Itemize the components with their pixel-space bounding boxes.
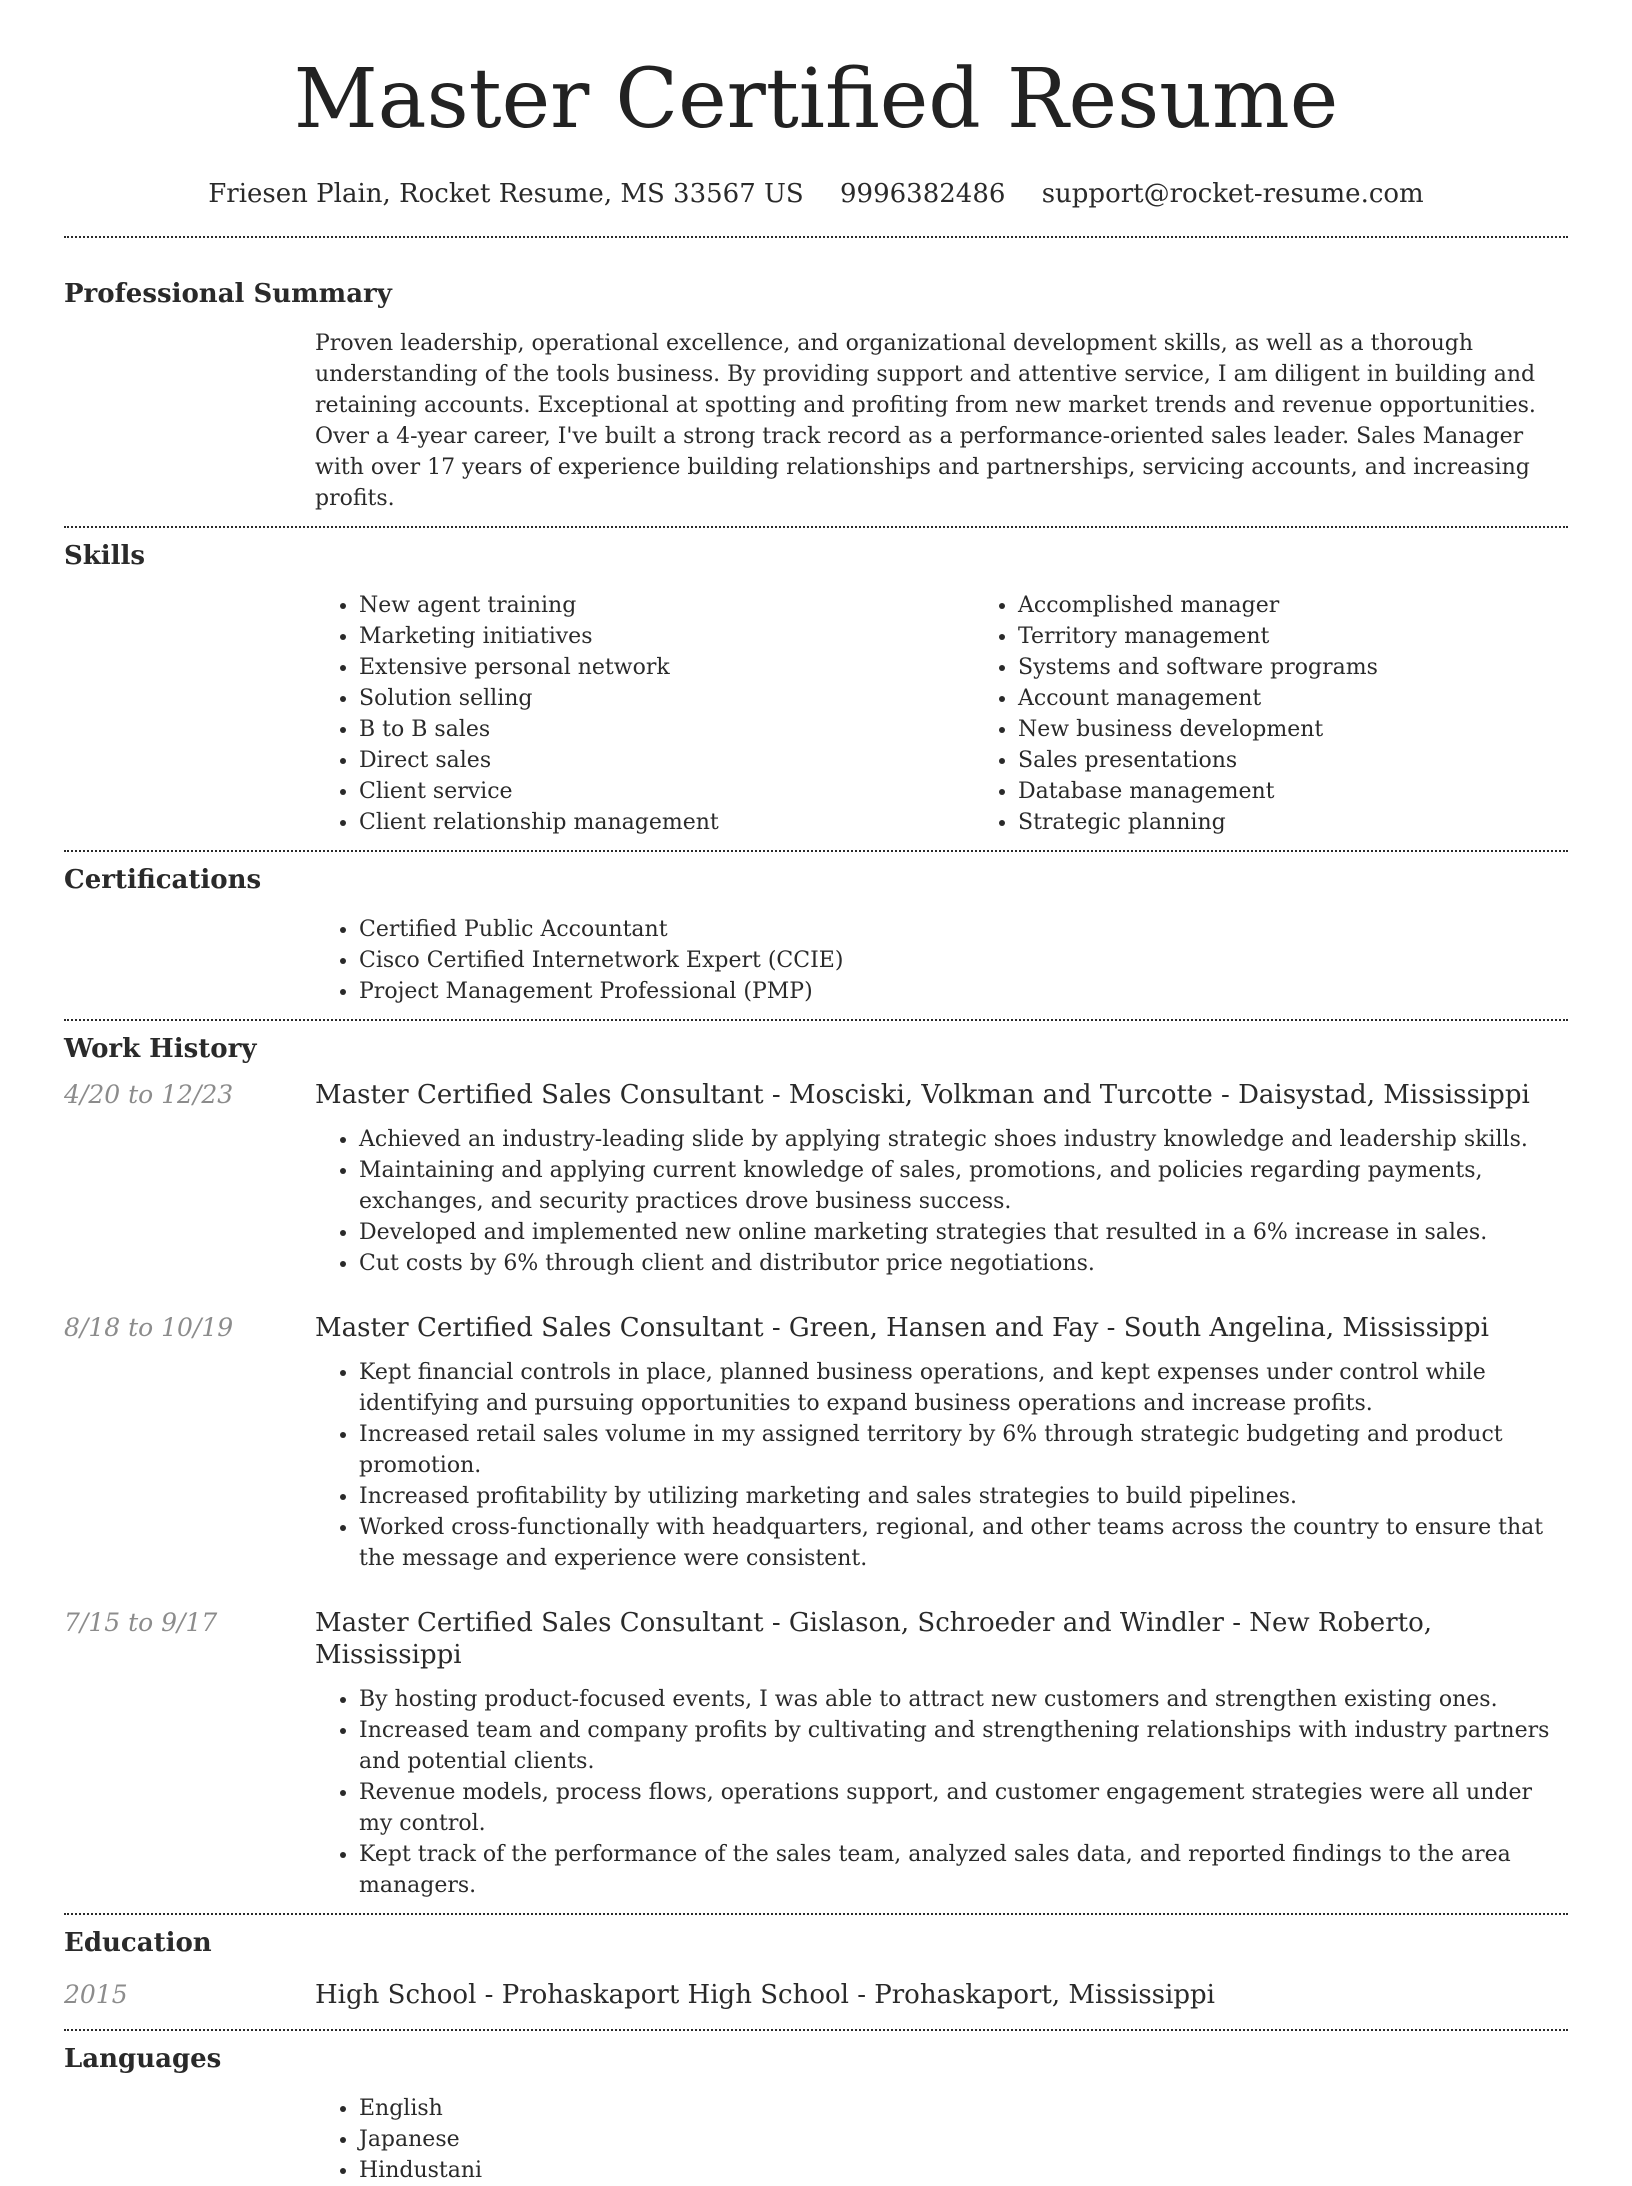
certifications-title: Certifications: [64, 865, 262, 895]
languages-list: [315, 2093, 1568, 2186]
job-bullets: [315, 1684, 1568, 1901]
skill-item: • Client service: [359, 776, 974, 807]
job-bullet: • Developed and implemented new online marketing strategies that resulted in a 6% increase in sales.: [359, 1217, 1568, 1248]
skill-item: • Solution selling: [359, 683, 974, 714]
skill-item: • New agent training: [359, 590, 974, 621]
skill-item: • Sales presentations: [1018, 745, 1632, 776]
job-title: Master Certified Sales Consultant - Green, Hansen and Fay - South Angelina, Mississippi: [315, 1313, 1489, 1343]
job-bullet: • Cut costs by 6% through client and distributor price negotiations.: [359, 1248, 1568, 1279]
skill-item: • B to B sales: [359, 714, 974, 745]
job-bullet: • By hosting product-focused events, I was able to attract new customers and strengthen existing ones.: [359, 1684, 1568, 1715]
job-bullet: • Worked cross-functionally with headquarters, regional, and other teams across the country to ensure that the message and experience were consistent.: [359, 1512, 1568, 1574]
job-bullet: • Kept track of the performance of the sales team, analyzed sales data, and reported findings to the area managers.: [359, 1839, 1568, 1901]
resume-name: Master Certified Resume: [293, 52, 1339, 147]
certification-item: • Cisco Certified Internetwork Expert (CCIE): [359, 945, 1568, 976]
job-bullets: [315, 1124, 1568, 1279]
contact-line: [64, 178, 1568, 210]
job-bullet: • Increased team and company profits by cultivating and strengthening relationships with industry partners and potential clients.: [359, 1715, 1568, 1777]
certification-item: • Project Management Professional (PMP): [359, 976, 1568, 1007]
certification-item: • Certified Public Accountant: [359, 914, 1568, 945]
contact-phone: 9996382486: [840, 179, 1006, 209]
skills-list-left: [315, 590, 974, 838]
summary-text: Proven leadership, operational excellence, and organizational development skills, as well as a thorough understanding of the tools business. By providing support and attentive service, I am diligent in building and retaining accounts. Exceptional at spotting and profiting from new market trends and revenue opportunities. Over a 4-year career, I've built a strong track record as a performance-oriented sales leader. Sales Manager with over 17 years of experience building relationships and partnerships, servicing accounts, and increasing profits.: [315, 331, 1536, 511]
job-entry: [64, 1312, 1568, 1574]
certifications-list: [315, 914, 1568, 1007]
job-bullet: • Kept financial controls in place, planned business operations, and kept expenses under control while identifying and pursuing opportunities to expand business operations and increase profits.: [359, 1357, 1568, 1419]
skill-item: • Marketing initiatives: [359, 621, 974, 652]
summary-section: [64, 238, 1568, 514]
skill-item: • Accomplished manager: [1018, 590, 1632, 621]
language-item: • Japanese: [359, 2124, 1568, 2155]
contact-email: support@rocket-resume.com: [1041, 179, 1424, 209]
skill-item: • Database management: [1018, 776, 1632, 807]
job-bullet: • Increased profitability by utilizing marketing and sales strategies to build pipelines.: [359, 1481, 1568, 1512]
language-item: • English: [359, 2093, 1568, 2124]
job-date: 7/15 to 9/17: [64, 1608, 218, 1637]
education-section: [64, 1915, 1568, 2011]
language-item: • Hindustani: [359, 2155, 1568, 2186]
summary-title: Professional Summary: [64, 279, 392, 309]
work-title: Work History: [64, 1034, 257, 1064]
skill-item: • Extensive personal network: [359, 652, 974, 683]
job-title: Master Certified Sales Consultant - Mosciski, Volkman and Turcotte - Daisystad, Mississippi: [315, 1080, 1530, 1110]
skills-title: Skills: [64, 541, 146, 571]
job-entry: [64, 1079, 1568, 1279]
languages-title: Languages: [64, 2044, 222, 2074]
contact-address: Friesen Plain, Rocket Resume, MS 33567 US: [208, 179, 804, 209]
skill-item: • Client relationship management: [359, 807, 974, 838]
skill-item: • Account management: [1018, 683, 1632, 714]
skill-item: • Strategic planning: [1018, 807, 1632, 838]
job-bullet: • Maintaining and applying current knowledge of sales, promotions, and policies regarding payments, exchanges, and security practices drove business success.: [359, 1155, 1568, 1217]
job-bullet: • Increased retail sales volume in my assigned territory by 6% through strategic budgeting and product promotion.: [359, 1419, 1568, 1481]
skills-list-right: [974, 590, 1632, 838]
education-entry: High School - Prohaskaport High School - Prohaskaport, Mississippi: [315, 1980, 1215, 2010]
languages-section: [64, 2031, 1568, 2186]
skill-item: • Territory management: [1018, 621, 1632, 652]
skills-section: [64, 528, 1568, 838]
job-bullet: • Revenue models, process flows, operations support, and customer engagement strategies were all under my control.: [359, 1777, 1568, 1839]
work-section: [64, 1021, 1568, 1901]
job-date: 4/20 to 12/23: [64, 1080, 234, 1109]
education-title: Education: [64, 1928, 212, 1958]
education-date: 2015: [64, 1980, 128, 2009]
job-bullet: • Achieved an industry-leading slide by applying strategic shoes industry knowledge and leadership skills.: [359, 1124, 1568, 1155]
skill-item: • Systems and software programs: [1018, 652, 1632, 683]
job-bullets: [315, 1357, 1568, 1574]
certifications-section: [64, 852, 1568, 1007]
job-date: 8/18 to 10/19: [64, 1313, 234, 1342]
job-entry: [64, 1607, 1568, 1901]
skill-item: • Direct sales: [359, 745, 974, 776]
job-title: Master Certified Sales Consultant - Gislason, Schroeder and Windler - New Roberto, Mississippi: [315, 1608, 1432, 1670]
skill-item: • New business development: [1018, 714, 1632, 745]
